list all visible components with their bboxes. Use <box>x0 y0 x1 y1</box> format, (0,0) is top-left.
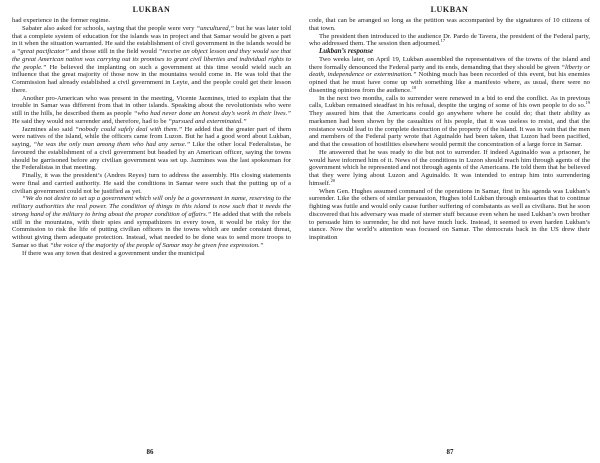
text-run: and those still in the field would <box>68 48 159 55</box>
running-header: LUKBAN <box>430 5 469 14</box>
text-run: When Gen. Hughes assumed command of the operations in Samar, first in his agenda was Lukban’s surrender. Like the others of similar persuasion, Hughes told Lukban through emissaries that to continue fighting was futile and would only cause further suffering of combatants as well as civilians. But he soon discovered that his adversary was made of sterner stuff because even when he used Lukban’s own brother to persuade him to surrender, he did not have much luck. Instead, it seemed to even harden Lukban’s stance. Now the world’s attention was focused on Samar. The democrats back in the US drew their inspiration <box>309 187 590 241</box>
text-run: Another pro-American who was present in the meeting, Vicente Jazmines, tried to explain that the trouble in Samar was different from that in other islands. Speaking about the revolutionists who were still in the hills, he described them as people <box>12 94 291 117</box>
text-run: Jazmines also said <box>22 125 76 133</box>
page-number: 86 <box>146 448 154 456</box>
text-run: The president then introduced to the audience Dr. Pardo de Tavera, the president of the Federal party, who addressed them. The session then adjourned. <box>309 32 590 48</box>
footnote-ref: 19 <box>585 100 590 106</box>
text-run: Nothing much has been recorded of this event, but his enemies opined that he must have come up with something like a manifesto where, as usual, there were no dissenting opinions from the audience. <box>309 71 590 94</box>
paragraph <box>12 17 291 25</box>
paragraph <box>12 95 291 126</box>
text-run: Finally, it was the president’s (Andres Reyes) turn to address the assembly. His closing statements were final and carried authority. He said the conditions in Samar were such that the putting up of a civilian government could not be justified as yet. <box>12 172 291 195</box>
page-body <box>309 17 590 242</box>
footnote-ref: 18 <box>411 84 417 90</box>
quoted-text: “pursued and exterminated.” <box>168 117 247 125</box>
text-run: Sabater also asked for schools, saying that the people were very <box>22 24 197 32</box>
paragraph <box>309 56 590 95</box>
paragraph <box>309 33 590 49</box>
section-heading: Lukban’s response <box>319 47 374 55</box>
text-run: He said they would not surrender and, therefore, had to be <box>12 117 169 125</box>
text-run: He believed the implanting on such a government at this time would wield such an influence that the great majority of those now in the mountains would come in. He was told that the Commission had already established a civil government in Leyte, and the people could get their lesson there. <box>12 63 291 94</box>
text-run: Like the other local Federalistas, he favoured the establishment of a civil government but headed by an American officer, saying the towns should be garrisoned before any civilian government was set up. Jazmines was the last spokesman for the Federalistas in that meeting. <box>12 141 291 172</box>
paragraph <box>12 126 291 173</box>
quoted-text: “the voice of the majority of the people of Samar may be given free expression.” <box>49 241 264 249</box>
paragraph <box>309 149 590 188</box>
text-run: but he was later told that a complete system of education for the islands was in project and that Samar would be given a part in it when the situation warranted. He said the establishment of civil government in the islands would be a <box>12 24 291 55</box>
running-header: LUKBAN <box>132 5 171 14</box>
text-run: He answered that he was ready to die but not to surrender. If indeed Aguinaldo was a prisoner, he would have informed him of it. News of the conditions in Luzon should reach him through agents of the government which he represented and not through agents of the Americans. He told them that he believed that they were lying about Luzon and Aguinaldo. It was intended to entrap him into surrendering himself. <box>309 148 590 187</box>
paragraph <box>12 172 291 195</box>
paragraph <box>12 25 291 95</box>
footnote-ref: 17 <box>440 38 446 44</box>
paragraph-group <box>309 56 590 242</box>
text-run: He added that with the rebels still in the mountains, with their spies and sympathizers in every town, it would be risky for the Commission to risk the life of putting civilian officers in the towns which are under constant threat, without giving them adequate protection. Instead, what needed to be done was to send more troops to Samar so that <box>12 210 292 249</box>
text-run: had experience in the former regime. <box>12 17 111 24</box>
text-run: In the next two months, calls to surrender were renewed in a bid to end the conflict. As in previous calls, Lukban remained steadfast in his refusal, despite the urging of some of his own people to do so. <box>309 94 590 110</box>
quoted-text: “We do not desire to set up a government which will only be a government in name, reserving to the military authorities the real power. The condition of things in this island is now such that it needs the strong hand of the military to bring about the proper condition of affairs.” <box>12 195 291 218</box>
page-number: 87 <box>446 448 454 456</box>
text-run: code, that can be arranged so long as the petition was accompanied by the signatures of 10 citizens of that town. <box>309 17 590 32</box>
text-run: He added that the greater part of them were natives of the island, while the officers came from Luzon. But he had a good word about Lukban, saying, <box>12 125 291 148</box>
quoted-text: “great pacificator” <box>16 48 69 55</box>
quoted-text: “liberty or death, independence or extermination.” <box>309 63 590 79</box>
quoted-text: “receive an object lesson and they would see that the great American nation was carrying out its promises to grant civil liberties and individual rights to the people.” <box>12 48 291 71</box>
text-run: If there was any town that desired a government under the municipal <box>22 249 205 257</box>
text-run: They assured him that the Americans could go anywhere where he could do; that their ability as marksmen had been shown by the casualties of his people, that it was useless to resist, and that the resistance would lead to the complete destruction of the property of the island. It was in vain that the men and members of the Federal party wrote that Aguinaldo had been taken, that Luzon had been pacified, and that the cessation of hostilities elsewhere would permit the concentration of a large force in Samar. <box>309 110 590 148</box>
quoted-text: “he was the only man among them who had any sense.” <box>33 141 191 148</box>
paragraph-group <box>309 17 590 48</box>
quoted-text: “who had never done an honest day’s work in their lives.” <box>133 110 291 117</box>
right-page <box>300 0 600 463</box>
text-run: Two weeks later, on April 19, Lukban assembled the representatives of the towns of the island and there formally denounced the Federal party and its ends, demanding that they should be given <box>309 55 590 71</box>
quoted-text: “nobody could safely deal with them.” <box>75 125 183 133</box>
quoted-text: “uncultured,” <box>196 24 234 32</box>
page-body <box>12 17 291 257</box>
paragraph <box>309 188 590 242</box>
paragraph <box>12 250 291 258</box>
paragraph <box>12 195 291 249</box>
footnote-ref: 20 <box>330 177 336 183</box>
paragraph <box>309 17 590 33</box>
paragraph <box>309 95 590 149</box>
